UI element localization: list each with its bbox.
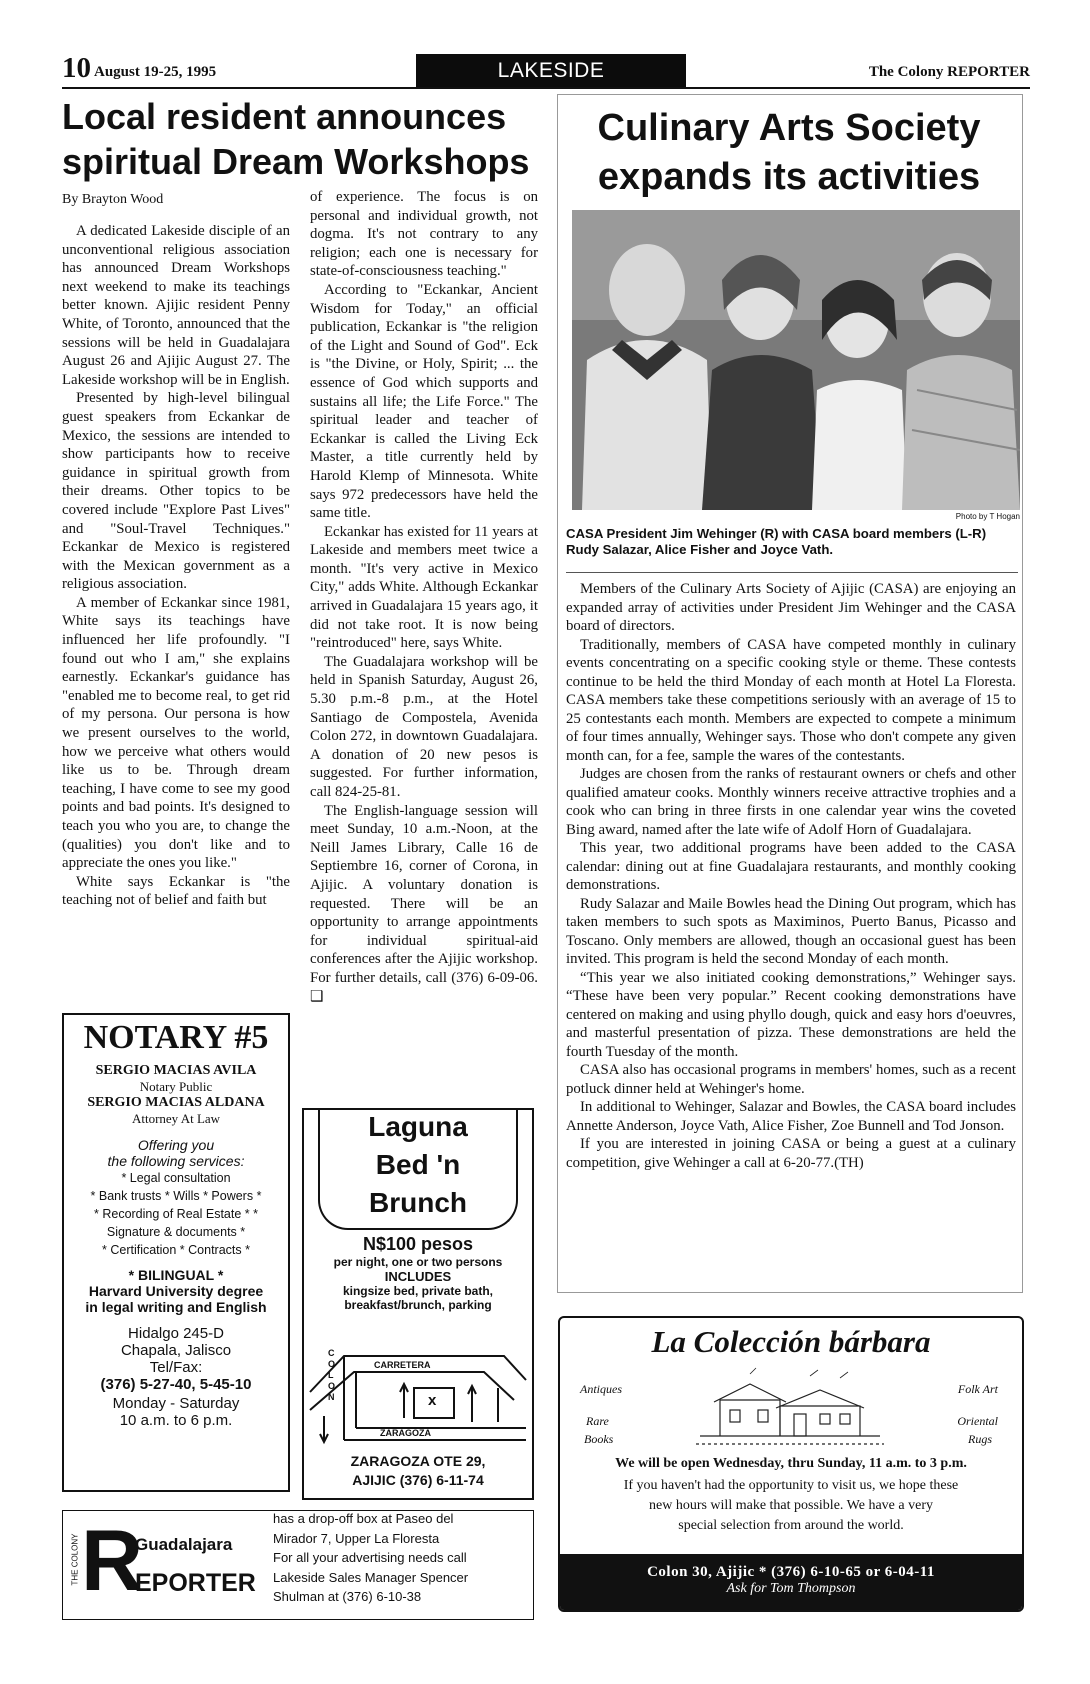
story2-paragraph: In additional to Wehinger, Salazar and Bowles, the CASA board includes Annette Anderson, Joyce Vath, Alice Fisher, Zoe Bunnell and Tod Jonson.	[566, 1099, 1016, 1134]
story1-headline-line2: spiritual Dream Workshops	[62, 141, 530, 182]
laguna-title-2: Bed 'n	[375, 1149, 461, 1180]
story2-paragraph: This year, two additional programs have been added to the CASA calendar: dining out at fine Guadalajara restaurants, and monthly cooking demonstrations.	[566, 840, 1016, 893]
laguna-price: N$100 pesos	[362, 1234, 474, 1254]
map-label-carretera: CARRETERA	[374, 1360, 431, 1370]
reporter-line-2: EPORTER	[135, 1569, 256, 1597]
coleccion-footer	[560, 1554, 1022, 1610]
notary-phones: (376) 5-27-40, 5-45-10	[100, 1376, 252, 1393]
reporter-line-1: Guadalajara	[135, 1535, 233, 1554]
story1-headline-line1: Local resident announces	[62, 96, 507, 137]
section-banner: LAKESIDE	[416, 54, 686, 88]
story2-bottom-rule	[557, 1292, 1022, 1293]
map-marker: x	[428, 1392, 437, 1409]
coleccion-hours: We will be open Wednesday, thru Sunday, 11 a.m. to 3 p.m.	[615, 1456, 967, 1471]
coleccion-ad	[558, 1316, 1024, 1612]
coleccion-right-2a: Oriental	[957, 1414, 998, 1428]
notary-harvard-2: in legal writing and English	[85, 1299, 267, 1315]
notary-title: NOTARY #5	[83, 1019, 269, 1056]
laguna-details	[304, 1234, 532, 1312]
laguna-title-1: Laguna	[368, 1111, 468, 1142]
laguna-street: ZARAGOZA OTE 29,	[350, 1453, 486, 1469]
page-header	[62, 54, 1030, 88]
laguna-includes: INCLUDES	[384, 1269, 452, 1284]
map-label-colon: COLON	[328, 1348, 336, 1402]
map-label-zaragoza: ZARAGOZA	[380, 1428, 431, 1438]
story2-paragraph: Traditionally, members of CASA have competed monthly in culinary events concentrating on a specific cooking style or theme. These contests continue to be held the third Monday of each month at Hotel La Floresta. CASA members take these competitions seriously with an average of 15 to 25 contestants each month. Members are expected to compete a minimum of four times annually, Wehinger says. Those who don't compete any given month can, for a fee, sample the wares of the contestants.	[566, 636, 1016, 764]
story1-paragraph: A member of Eckankar since 1981, White says its teachings have influenced her life profoundly. "I found out who I am," she explains earnestly. Eckankar's guidance has "enabled me to become real, to get rid of my persona. Our persona is how we present ourselves to the world, how we perceive what others would like us to be. Through dream teaching, I have come to see my good points and bad points. It's designed to teach you who you are, to change the (qualities) you don't like and to appreciate the ones you like."	[62, 594, 290, 872]
story2-headline-line2: expands its activities	[597, 156, 981, 198]
notary-service: * Recording of Real Estate * *	[94, 1207, 258, 1221]
notary-role-2: Attorney At Law	[131, 1111, 221, 1126]
story2-paragraph: “This year we also initiated cooking demonstrations,” Wehinger says. “These have been very popular.” Recent cooking demonstrations have centered on making and using phyllo dough, quick and easy hors d'oeuvres, and masterful presentation of pizza. These demonstrations are held the fourth Tuesday of the month.	[566, 969, 1016, 1060]
notary-service: * Certification * Contracts *	[102, 1243, 250, 1257]
laguna-title-3: Brunch	[369, 1187, 467, 1218]
coleccion-footer-address: Colon 30, Ajijic * (376) 6-10-65 or 6-04-11	[647, 1564, 935, 1580]
coleccion-right-2b: Rugs	[968, 1432, 992, 1446]
coleccion-title: La Colección bárbara	[651, 1324, 931, 1359]
laguna-ad	[302, 1108, 534, 1500]
reporter-text-line: Shulman at (376) 6-10-38	[273, 1589, 422, 1604]
photo-caption: CASA President Jim Wehinger (R) with CASA board members (L-R) Rudy Salazar, Alice Fisher and Joyce Vath.	[566, 526, 987, 557]
page-number: 10	[62, 52, 91, 84]
notary-name-1: SERGIO MACIAS AVILA	[95, 1063, 257, 1078]
casa-photo-art	[572, 210, 1020, 510]
laguna-amenities-2: breakfast/brunch, parking	[344, 1298, 492, 1312]
laguna-phone: AJIJIC (376) 6-11-74	[352, 1472, 484, 1488]
reporter-text-line: Mirador 7, Upper La Floresta	[273, 1530, 440, 1546]
laguna-per-night: per night, one or two persons	[333, 1255, 503, 1269]
story1-paragraph: A dedicated Lakeside disciple of an unconventional religious association has announced Dream Workshops next weekend to make its teachings better known. Ajijic resident Penny White, of Toronto, announced that the sessions will be held in Guadalajara August 26 and Ajijic August 27. The Lakeside workshop will be in English.	[62, 223, 290, 388]
coleccion-left-2b: Books	[584, 1432, 614, 1446]
story1-headline	[62, 94, 552, 184]
story1-paragraph: Presented by high-level bilingual guest speakers from Eckankar de Mexico, the sessions are intended to show participants how to receive guidance in spiritual growth from their dreams. Other topics to be covered include "Explore Past Lives" and "Soul-Travel Techniques." Eckankar de Mexico is registered with the Mexican government as a religious association.	[62, 390, 290, 593]
story2-body	[566, 580, 1016, 1172]
story2-paragraph: Judges are chosen from the ranks of restaurant owners or chefs and other qualified amateur cooks. Monthly winners receive attractive trophies and a cook who can bring in three firsts in one calendar year wins the coveted Bing award, named after the late wife of Adolf Horn of Guadalajara.	[566, 766, 1016, 838]
story1-column-1	[62, 222, 290, 910]
story2-paragraph: If you are interested in joining CASA or being a guest at a culinary competition, give Wehinger a call at 6-20-77.(TH)	[566, 1136, 1016, 1171]
story1-paragraph: White says Eckankar is "the teaching not of belief and faith but	[62, 873, 290, 909]
story1-column-2	[310, 188, 538, 1006]
laguna-title-box	[318, 1108, 518, 1230]
reporter-text-line: For all your advertising needs call	[273, 1550, 467, 1565]
notary-harvard-1: Harvard University degree	[88, 1283, 264, 1299]
notary-services	[64, 1169, 288, 1259]
reporter-text	[273, 1509, 531, 1607]
notary-service: * Bank trusts * Wills * Powers *	[90, 1189, 262, 1203]
notary-service: * Legal consultation	[121, 1171, 231, 1185]
photo-credit: Photo by T Hogan	[955, 512, 1020, 521]
notary-name-2: SERGIO MACIAS ALDANA	[87, 1095, 265, 1110]
story2-paragraph: CASA also has occasional programs in members' homes, such as a recent potluck dinner held at Wehinger's home.	[566, 1062, 1016, 1097]
laguna-address	[304, 1452, 532, 1490]
notary-bilingual: * BILINGUAL *	[128, 1267, 224, 1283]
notary-address-2: Chapala, Jalisco	[120, 1342, 232, 1359]
notary-hours-2: 10 a.m. to 6 p.m.	[119, 1412, 233, 1429]
notary-service: Signature & documents *	[106, 1225, 246, 1239]
reporter-big-r: R	[81, 1513, 144, 1609]
coleccion-left-2a: Rare	[586, 1414, 609, 1428]
paper-name: The Colony REPORTER	[868, 64, 1030, 80]
coleccion-right-1: Folk Art	[957, 1382, 998, 1396]
coleccion-text-line: new hours will make that possible. We have a very	[649, 1498, 933, 1513]
story1-paragraph: Eckankar has existed for 11 years at Lakeside and members meet twice a month. "It's very active in Mexico City," adds White. Although Eckankar arrived in Guadalajara 15 years ago, it did not take root. It is now being "reintroduced" here, says White.	[310, 523, 538, 652]
coleccion-text-line: special selection from around the world.	[678, 1518, 904, 1533]
notary-address-1: Hidalgo 245-D	[128, 1325, 224, 1342]
reporter-side-label: THE COLONY	[70, 1533, 80, 1586]
story2-headline-line1: Culinary Arts Society	[597, 107, 981, 149]
notary-ad	[62, 1013, 290, 1492]
reporter-text-line: Lakeside Sales Manager Spencer	[273, 1569, 469, 1585]
story1-byline: By Brayton Wood	[62, 192, 164, 207]
caption-rule	[566, 572, 1018, 573]
notary-offering-2: the following services:	[107, 1153, 245, 1169]
coleccion-text-line: If you haven't had the opportunity to visit us, we hope these	[623, 1478, 959, 1493]
story1-paragraph: According to "Eckankar, Ancient Wisdom for Today," an official publication, Eckankar is "the religion of the Light and Sound of God". Eck is "the Divine, or Holy, Spirit; ... the essence of God which supports and sustains all life; the Life Force." The spiritual leader and teacher of Eckankar is called the Living Eck Master, a title currently held by Harold Klemp of Minnesota. White says 972 predecessors have held the same title.	[310, 281, 538, 522]
story1-paragraph: The English-language session will meet Sunday, 10 a.m.-Noon, at the Neill James Library, Calle 16 de Septiembre 16, corner of Corona, in Ajijic. A voluntary donation is requested. There will be an opportunity to arrange appointments for individual spiritual-aid conferences after the Ajijic workshop. For further details, call (376) 6-09-06. ❑	[310, 802, 538, 1005]
notary-offering-1: Offering you	[137, 1137, 215, 1153]
story2-paragraph: Rudy Salazar and Maile Bowles head the Dining Out program, which has taken members to such spots as Maximinos, Puerto Banus, Picasso and Toscano. Only members are allowed, though an occasional guest has been invited. This program is held the second Monday of each month.	[566, 895, 1016, 967]
coleccion-footer-contact: Ask for Tom Thompson	[726, 1581, 856, 1596]
reporter-ad	[62, 1510, 534, 1620]
story2-headline	[560, 104, 1018, 202]
story2-paragraph: Members of the Culinary Arts Society of Ajijic (CASA) are enjoying an expanded array of activities under President Jim Wehinger and the CASA board of directors.	[566, 581, 1016, 634]
coleccion-left-1: Antiques	[580, 1382, 622, 1396]
coleccion-text	[560, 1476, 1022, 1536]
coleccion-house-illustration	[690, 1366, 890, 1452]
notary-telfax: Tel/Fax:	[149, 1359, 203, 1376]
story1-paragraph: The Guadalajara workshop will be held in Spanish Saturday, August 26, 5.30 p.m.-8 p.m., at the Hotel Santiago de Compostela, Avenida Colon 272, in downtown Guadalajara. A donation of 20 new pesos is suggested. For further information, call 824-25-81.	[310, 653, 538, 800]
laguna-amenities-1: kingsize bed, private bath,	[342, 1284, 494, 1298]
notary-role-1: Notary Public	[139, 1079, 213, 1094]
casa-photo	[572, 210, 1020, 510]
reporter-text-line: has a drop-off box at Paseo del	[273, 1511, 454, 1526]
header-rule	[62, 87, 1030, 89]
issue-date: August 19-25, 1995	[94, 64, 217, 80]
notary-hours-1: Monday - Saturday	[112, 1395, 240, 1412]
story1-paragraph: of experience. The focus is on personal and individual growth, not dogma. It's not contrary to any religion; each one is necessary for state-of-consciousness teaching."	[310, 189, 538, 280]
